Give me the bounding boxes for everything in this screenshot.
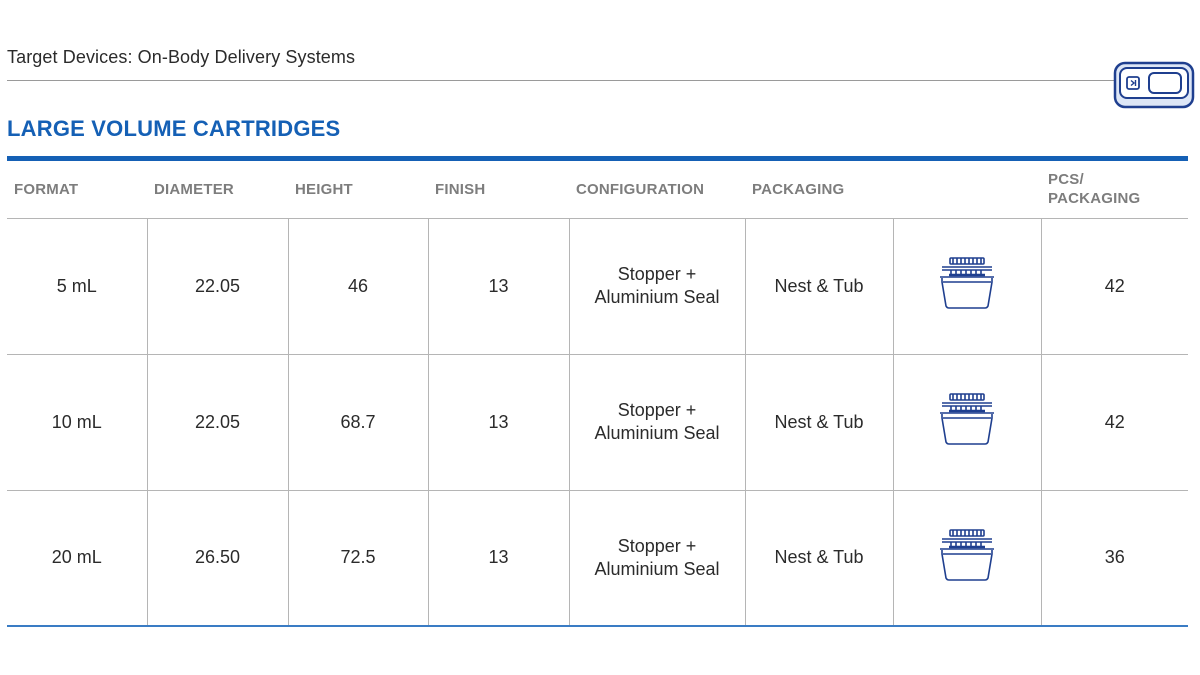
cell-packaging: Nest & Tub <box>745 354 893 490</box>
header-format: FORMAT <box>7 161 147 218</box>
cell-finish: 13 <box>428 490 569 626</box>
cell-pcs: 42 <box>1041 218 1188 354</box>
cell-format: 5 mL <box>7 218 147 354</box>
cell-configuration <box>569 354 745 490</box>
header-pcs-line2: PACKAGING <box>1048 190 1141 208</box>
header-pcs-packaging <box>1041 161 1188 218</box>
config-line1: Stopper + <box>617 535 697 556</box>
table-row <box>7 490 1188 626</box>
cell-format: 10 mL <box>7 354 147 490</box>
nest-tub-icon <box>939 256 995 310</box>
cell-diameter: 22.05 <box>147 218 288 354</box>
config-line2: Aluminium Seal <box>594 287 720 307</box>
cell-packaging-icon <box>893 490 1041 626</box>
table-row <box>7 354 1188 490</box>
cell-format: 20 mL <box>7 490 147 626</box>
cell-packaging-icon <box>893 218 1041 354</box>
on-body-device-icon <box>1113 61 1195 109</box>
cell-height: 68.7 <box>288 354 428 490</box>
section-title: LARGE VOLUME CARTRIDGES <box>7 116 341 141</box>
header-pcs-line1: PCS/ <box>1048 171 1084 189</box>
header-height: HEIGHT <box>288 161 428 218</box>
cell-configuration <box>569 490 745 626</box>
target-devices-label: Target Devices: On-Body Delivery Systems <box>7 47 356 67</box>
config-line2: Aluminium Seal <box>594 423 720 443</box>
header-finish: FINISH <box>428 161 569 218</box>
cell-pcs: 42 <box>1041 354 1188 490</box>
top-divider <box>7 80 1117 81</box>
cell-configuration <box>569 218 745 354</box>
header-diameter: DIAMETER <box>147 161 288 218</box>
cell-height: 72.5 <box>288 490 428 626</box>
config-line1: Stopper + <box>617 264 697 284</box>
cartridge-spec-table <box>7 161 1188 627</box>
cell-packaging: Nest & Tub <box>745 490 893 626</box>
config-line2: Aluminium Seal <box>594 558 720 579</box>
cell-height: 46 <box>288 218 428 354</box>
cell-packaging-icon <box>893 354 1041 490</box>
nest-tub-icon <box>939 528 995 582</box>
cell-finish: 13 <box>428 218 569 354</box>
table-row <box>7 218 1188 354</box>
header-configuration: CONFIGURATION <box>569 161 745 218</box>
table-header-row <box>7 161 1188 218</box>
config-line1: Stopper + <box>617 400 697 420</box>
cell-finish: 13 <box>428 354 569 490</box>
cell-diameter: 26.50 <box>147 490 288 626</box>
cell-diameter: 22.05 <box>147 354 288 490</box>
cell-pcs: 36 <box>1041 490 1188 626</box>
nest-tub-icon <box>939 392 995 446</box>
header-packaging: PACKAGING <box>745 161 1041 218</box>
cell-packaging: Nest & Tub <box>745 218 893 354</box>
